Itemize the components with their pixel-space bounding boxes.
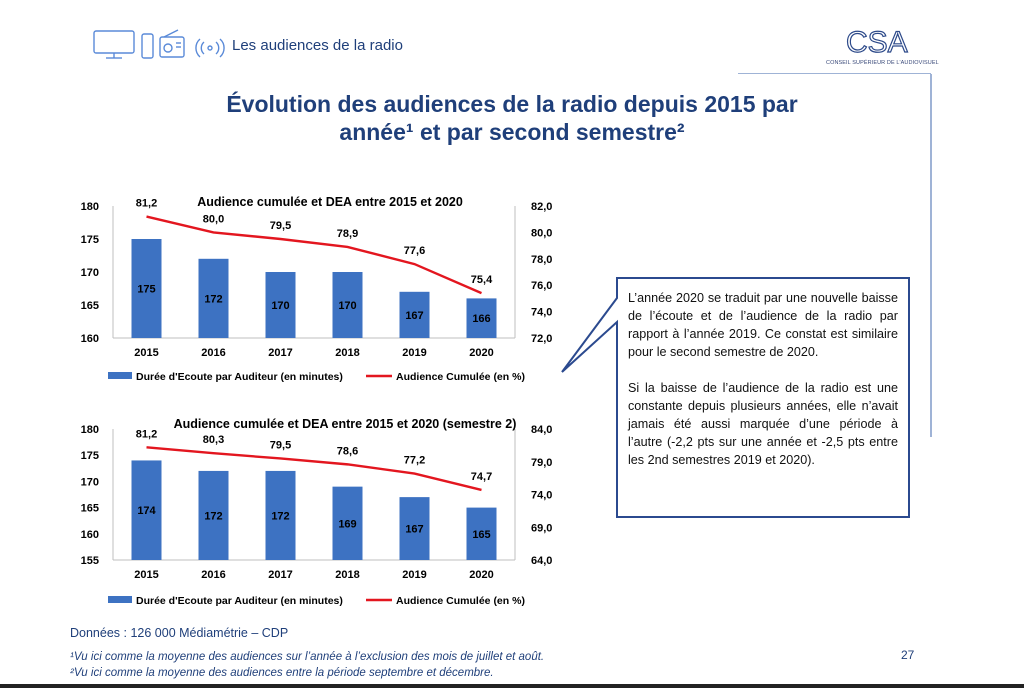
chart1-line-value-label: 78,9 bbox=[336, 227, 359, 240]
chart2-bar-value-label: 172 bbox=[204, 510, 223, 523]
chart2-x-tick-label: 2020 bbox=[469, 569, 494, 581]
chart1-legend-line-label: Audience Cumulée (en %) bbox=[396, 371, 525, 383]
chart1-bar-value-label: 167 bbox=[405, 309, 424, 322]
chart2-bar-value-label: 174 bbox=[137, 505, 156, 518]
chart1-legend-bar-label: Durée d'Ecoute par Auditeur (en minutes) bbox=[136, 371, 343, 383]
chart2-line-value-label: 79,5 bbox=[269, 439, 292, 452]
chart1-x-tick-label: 2017 bbox=[268, 347, 293, 359]
chart2-y-left-tick-label: 160 bbox=[80, 528, 99, 541]
chart1-y-right-tick-label: 80,0 bbox=[531, 227, 553, 240]
page-title-line1: Évolution des audiences de la radio depuis 2015 par bbox=[226, 91, 798, 117]
chart1-x-tick-label: 2015 bbox=[134, 347, 159, 359]
chart1-y-right-tick-label: 74,0 bbox=[531, 306, 553, 319]
chart1-bar-value-label: 170 bbox=[271, 300, 290, 312]
callout-paragraph-1: L’année 2020 se traduit par une nouvelle baisse de l’écoute et de l’audience de la radio par rapport à l’année 2019. Ce constat est similaire pour le second semestre de 2020. bbox=[628, 291, 898, 359]
chart2-line-value-label: 74,7 bbox=[470, 470, 493, 483]
chart2-line-value-label: 80,3 bbox=[202, 434, 225, 447]
chart1-bar-value-label: 175 bbox=[137, 283, 156, 296]
chart1-y-left-tick-label: 170 bbox=[80, 267, 99, 279]
chart1-y-left-tick-label: 165 bbox=[80, 300, 99, 312]
page-title-line2: année¹ et par second semestre² bbox=[339, 119, 685, 145]
callout-paragraph-2: Si la baisse de l’audience de la radio est une constante depuis plusieurs années, elle n’avait jamais été aussi marquée d’une période à l’autre (-2,2 pts sur une année et -2,5 pts entre les 2nd semestres 2019 et 2020). bbox=[628, 381, 898, 467]
callout-text bbox=[628, 289, 898, 469]
chart1-y-left-tick-label: 160 bbox=[80, 333, 99, 345]
footnote-1: ¹Vu ici comme la moyenne des audiences sur l’année à l’exclusion des mois de juillet et août. bbox=[70, 651, 545, 663]
chart1-y-left-tick-label: 175 bbox=[80, 234, 99, 246]
chart1-y-left-tick-label: 180 bbox=[80, 201, 99, 213]
svg-text:CSA: CSA bbox=[846, 26, 908, 59]
chart1-y-right-tick-label: 76,0 bbox=[531, 280, 553, 293]
chart2-y-right-tick-label: 69,0 bbox=[531, 522, 553, 535]
chart1-bar-value-label: 170 bbox=[338, 300, 357, 312]
chart2-legend-line-label: Audience Cumulée (en %) bbox=[396, 595, 525, 607]
chart2-y-right-tick-label: 79,0 bbox=[531, 456, 553, 469]
header-title: Les audiences de la radio bbox=[232, 37, 403, 54]
chart2-y-right-tick-label: 74,0 bbox=[531, 489, 553, 502]
chart1-x-tick-label: 2020 bbox=[469, 347, 494, 359]
page-number: 27 bbox=[901, 648, 915, 662]
chart2-x-tick-label: 2019 bbox=[402, 569, 427, 581]
chart1-line-value-label: 80,0 bbox=[202, 213, 225, 226]
chart1-y-right-tick-label: 82,0 bbox=[531, 201, 553, 213]
chart2-legend-bar-label: Durée d'Ecoute par Auditeur (en minutes) bbox=[136, 595, 343, 607]
chart2-y-left-tick-label: 165 bbox=[80, 502, 99, 515]
chart1-y-right-tick-label: 72,0 bbox=[531, 333, 553, 345]
data-source: Données : 126 000 Médiamétrie – CDP bbox=[70, 626, 289, 640]
chart2-bar-value-label: 165 bbox=[472, 528, 491, 541]
chart2-line-value-label: 77,2 bbox=[403, 454, 426, 467]
chart1-line-value-label: 81,2 bbox=[135, 197, 158, 210]
logo-subtitle: CONSEIL SUPÉRIEUR DE L'AUDIOVISUEL bbox=[826, 60, 939, 66]
chart2-line-value-label: 78,6 bbox=[336, 445, 359, 458]
chart1-bar-value-label: 166 bbox=[472, 313, 491, 326]
chart1-bar-value-label: 172 bbox=[204, 293, 223, 306]
chart1-x-tick-label: 2018 bbox=[335, 347, 360, 359]
chart2-x-tick-label: 2017 bbox=[268, 569, 293, 581]
chart2-y-right-tick-label: 84,0 bbox=[531, 424, 553, 436]
chart2-x-tick-label: 2015 bbox=[134, 569, 159, 581]
chart1-line-value-label: 75,4 bbox=[470, 274, 493, 287]
chart1-y-right-tick-label: 78,0 bbox=[531, 253, 553, 266]
chart1-x-tick-label: 2016 bbox=[201, 347, 226, 359]
chart2-x-tick-label: 2016 bbox=[201, 569, 226, 581]
chart2-y-left-tick-label: 155 bbox=[80, 555, 99, 567]
chart2-title: Audience cumulée et DEA entre 2015 et 2020 (semestre 2) bbox=[173, 417, 517, 431]
chart2-bar-value-label: 172 bbox=[271, 510, 290, 523]
footnote-2: ²Vu ici comme la moyenne des audiences entre la période septembre et décembre. bbox=[70, 667, 494, 679]
chart1-line-value-label: 79,5 bbox=[269, 220, 292, 232]
chart1-title: Audience cumulée et DEA entre 2015 et 2020 bbox=[197, 195, 463, 209]
chart2-y-left-tick-label: 180 bbox=[80, 424, 99, 436]
chart1-x-tick-label: 2019 bbox=[402, 347, 427, 359]
bottom-border bbox=[0, 684, 1024, 688]
chart2-bar-value-label: 167 bbox=[405, 523, 424, 536]
chart2-y-right-tick-label: 64,0 bbox=[531, 555, 553, 567]
chart2-y-left-tick-label: 175 bbox=[80, 450, 99, 463]
chart2-bar-value-label: 169 bbox=[338, 518, 357, 531]
chart2-y-left-tick-label: 170 bbox=[80, 476, 99, 489]
chart1-line-value-label: 77,6 bbox=[403, 245, 426, 258]
chart2-x-tick-label: 2018 bbox=[335, 569, 360, 581]
chart2-line-value-label: 81,2 bbox=[135, 428, 158, 441]
